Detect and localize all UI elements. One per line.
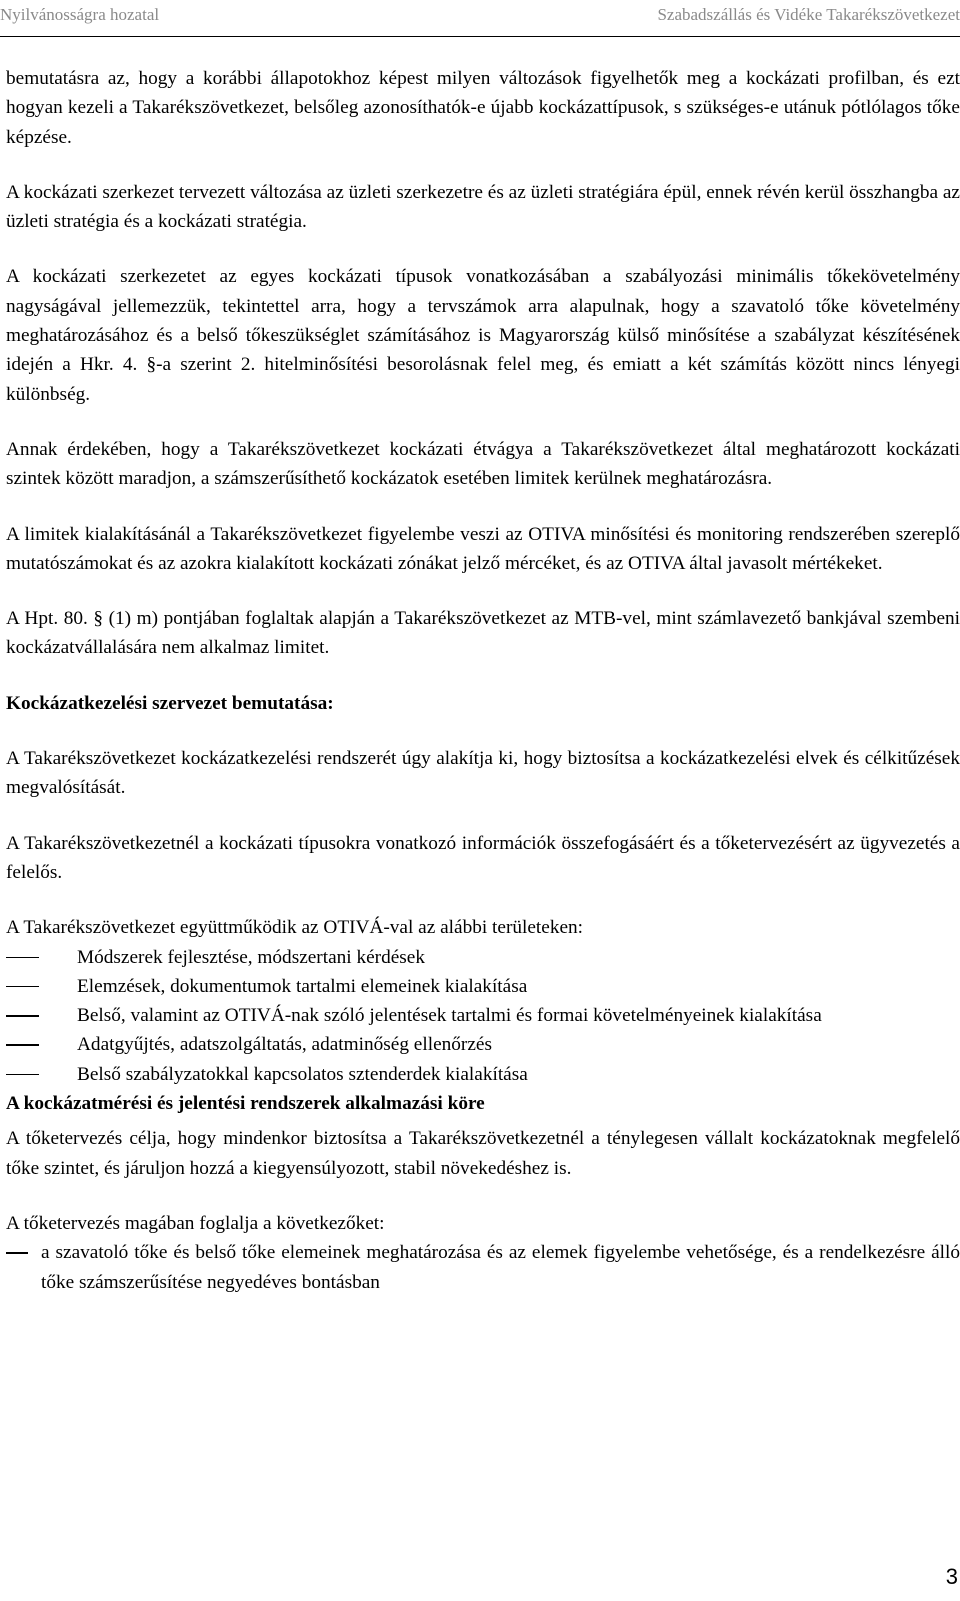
- paragraph: bemutatásra az, hogy a korábbi állapotokhoz képest milyen változások figyelhetők meg a kockázati profilban, és ezt hogyan kezeli a Takarékszövetkezet, belsőleg azonosíthatók-e újabb kockázattípusok, s szükséges-e utánuk pótlólagos tőke képzése.: [6, 68, 960, 148]
- page-number: 3: [945, 1564, 958, 1589]
- paragraph: A tőketervezés magában foglalja a következőket:: [6, 1212, 385, 1234]
- section-heading: Kockázatkezelési szervezet bemutatása:: [6, 692, 334, 714]
- paragraph: A Takarékszövetkezet kockázatkezelési rendszerét úgy alakítja ki, hogy biztosítsa a kockázatkezelési elvek és célkitűzések megvalósítását.: [6, 748, 960, 799]
- paragraph: A Takarékszövetkezetnél a kockázati típusokra vonatkozó információk összefogásáért és a tőketervezésért az ügyvezetés a felelős.: [6, 832, 960, 883]
- paragraph: A kockázati szerkezet tervezett változása az üzleti szerkezetre és az üzleti stratégiára épül, ennek révén kerül összhangba az üzleti stratégia és a kockázati stratégia.: [6, 181, 960, 233]
- document-body: [6, 64, 960, 1297]
- capital-planning-list: [6, 1238, 960, 1297]
- list-item: Módszerek fejlesztése, módszertani kérdések: [6, 943, 960, 972]
- paragraph: A tőketervezés célja, hogy mindenkor biztosítsa a Takarékszövetkezetnél a ténylegesen vállalt kockázatoknak megfelelő tőke szintet, és járuljon hozzá a kiegyensúlyozott, stabil növekedéshez is.: [6, 1128, 960, 1179]
- list-item: Belső szabályzatokkal kapcsolatos sztenderdek kialakítása: [6, 1060, 960, 1089]
- paragraph: A limitek kialakításánál a Takarékszövetkezet figyelembe veszi az OTIVA minősítési és monitoring rendszerében szereplő mutatószámokat és az azokra kialakított kockázati zónákat jelző mércéket, és az OTIVA által javasolt mértékeket.: [6, 523, 960, 574]
- list-item: Elemzések, dokumentumok tartalmi elemeinek kialakítása: [6, 972, 960, 1001]
- list-item: Belső, valamint az OTIVÁ-nak szóló jelentések tartalmi és formai követelményeinek kialakítása: [6, 1001, 960, 1030]
- paragraph: A Hpt. 80. § (1) m) pontjában foglaltak alapján a Takarékszövetkezet az MTB-vel, mint számlavezető bankjával szembeni kockázatvállalására nem alkalmaz limitet.: [6, 608, 960, 659]
- header-left-title: Nyilvánosságra hozatal: [0, 5, 160, 24]
- list-item: Adatgyűjtés, adatszolgáltatás, adatminőség ellenőrzés: [6, 1030, 960, 1059]
- list-item: a szavatoló tőke és belső tőke elemeinek meghatározása és az elemek figyelembe vehetősége, és a rendelkezésre álló tőke számszerűsítése negyedéves bontásban: [6, 1238, 960, 1297]
- paragraph: Annak érdekében, hogy a Takarékszövetkezet kockázati étvágya a Takarékszövetkezet által meghatározott kockázati szintek között maradjon, a számszerűsíthető kockázatok esetében limitek kerülnek meghatározásra.: [6, 438, 960, 490]
- page-header: [0, 0, 960, 37]
- cooperation-list: [6, 943, 960, 1089]
- paragraph: A Takarékszövetkezet együttműködik az OTIVÁ-val az alábbi területeken:: [6, 917, 584, 939]
- section-heading: A kockázatmérési és jelentési rendszerek alkalmazási köre: [6, 1093, 485, 1115]
- header-right-title: Szabadszállás és Vidéke Takarékszövetkezet: [657, 5, 960, 24]
- paragraph: A kockázati szerkezetet az egyes kockázati típusok vonatkozásában a szabályozási minimális tőkekövetelmény nagyságával jellemezzük, tekintettel arra, hogy a tervszámok arra alapulnak, hogy a szavatoló tőke követelmény meghatározásához és a belső tőkeszükséglet számításához is Magyarország külső minősítése a szabályzat készítésének idején a Hkr. 4. §-a szerint 2. hitelminősítési besorolásnak felel meg, és emiatt a két számítás között nincs lényegi különbség.: [6, 266, 960, 405]
